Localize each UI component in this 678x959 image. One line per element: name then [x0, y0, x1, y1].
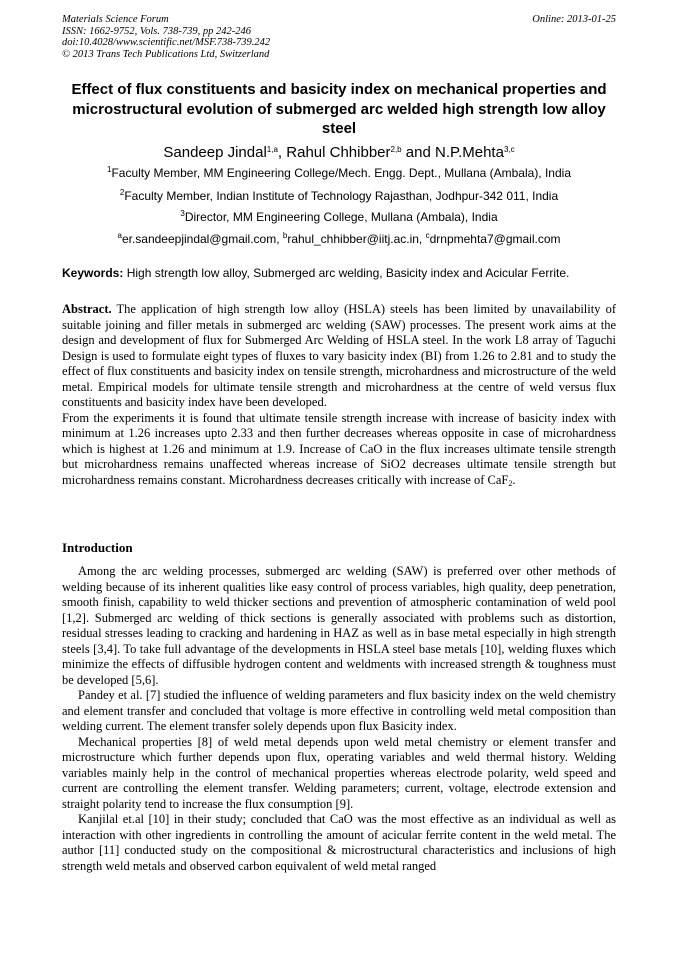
abstract-label: Abstract.	[62, 302, 112, 316]
affiliation-text: Director, MM Engineering College, Mullana (Ambala), India	[184, 210, 498, 224]
affiliation-marker: 2	[119, 188, 125, 197]
abstract-text: The application of high strength low alloy (HSLA) steels has been limited by unavailability of suitable joining and filler metals in submerged arc welding (SAW) processes. The present work aims at the design and development of flux for Submerged Arc Welding of HSLA steel. In the work L8 array of Taguchi Design is used to formulate eight types of fluxes to vary basicity index (BI) from 1.26 to 2.81 and to study the effect of flux constituents and basicity index on tensile strength, microhardness and microstructure of the weld metal. Empirical models for ultimate tensile strength and microhardness at the centre of weld versus flux constituents and basicity index have been developed.	[62, 302, 616, 409]
section-heading: Introduction	[62, 540, 133, 555]
abstract-text: From the experiments it is found that ultimate tensile strength increase with increase of basicity index with minimum at 1.26 increases upto 2.33 and then further decreases whereas opposite in case of microhardness which is highest at 1.26 and minimum at 1.9. Increase of CaO in the flux increases ultimate tensile strength but microhardness remains unaffected whereas increase of SiO2 decreases ultimate tensile strength but microhardness remains constant. Microhardness decreases critically with increase of CaF	[62, 410, 616, 487]
author-name: N.P.Mehta	[435, 144, 504, 161]
keywords-label: Keywords:	[62, 266, 124, 280]
abstract-paragraph	[62, 302, 616, 411]
body-paragraph: Pandey et al. [7] studied the influence of welding parameters and flux basicity index on the weld chemistry and element transfer and concluded that voltage is more effective in controlling weld metal composition than welding current. The element transfer solely depends upon flux Basicity index.	[62, 688, 616, 733]
affiliation-1	[60, 166, 618, 181]
author-separator: ,	[277, 144, 287, 161]
doi-line: doi:10.4028/www.scientific.net/MSF.738-739.242	[62, 37, 271, 48]
email-address: drnpmehta7@gmail.com	[429, 232, 561, 246]
body-paragraph: Mechanical properties [8] of weld metal depends upon weld metal chemistry or element transfer and microstructure which further depends upon flux, operating variables and weld thermal history. Welding variables mainly help in the control of mechanical properties whereas electrode polarity, weld speed and current are controlling the element transfer. Welding parameters; current, voltage, electrode extension and straight polarity tend to increase the flux consumption [9].	[62, 734, 616, 811]
journal-name: Materials Science Forum	[62, 14, 169, 25]
affiliation-text: Faculty Member, MM Engineering College/Mech. Engg. Dept., Mullana (Ambala), India	[111, 166, 571, 180]
email-address: er.sandeepjindal@gmail.com,	[121, 232, 283, 246]
abstract-paragraph	[62, 411, 616, 489]
body-paragraph: Kanjilal et.al [10] in their study; concluded that CaO was the most effective as an individual as well as interaction with other ingredients in controlling the amount of acicular ferrite content in the weld metal. The author [11] conducted study on the compositional & microstructural characteristics and inclusions of high strength weld metals and observed carbon equivalent of weld metal ranged	[62, 812, 616, 873]
author-marker: 3,c	[503, 145, 515, 154]
introduction-body	[62, 564, 616, 874]
email-marker: c	[425, 231, 430, 240]
affiliation-3	[60, 210, 618, 225]
body-paragraph: Among the arc welding processes, submerged arc welding (SAW) is preferred over other methods of welding because of its inherent qualities like easy control of process variables, high quality, deep penetration, smooth finish, capability to weld thicker sections and prevention of atmospheric contamination of weld pool [1,2]. Submerged arc welding of thick sections is generally associated with problems such as distortion, residual stresses leading to cracking and hardening in HAZ as well as in base metal especially in high strength steels [3,4]. To take full advantage of the developments in HSLA steel base metals [10], welding fluxes which minimize the effects of diffusible hydrogen content and weldments with increased strength & toughness must be developed [5,6].	[62, 564, 616, 687]
affiliation-marker: 1	[107, 165, 112, 174]
copyright-line: © 2013 Trans Tech Publications Ltd, Switzerland	[62, 48, 270, 60]
email-address: rahul_chhibber@iitj.ac.in,	[287, 232, 426, 246]
abstract-text: .	[512, 472, 516, 487]
keywords	[62, 266, 616, 281]
journal-header	[62, 14, 616, 60]
email-line	[60, 232, 618, 247]
affiliation-2	[60, 189, 618, 204]
abstract	[62, 302, 616, 488]
author-marker: 1,a	[266, 145, 278, 154]
email-marker: a	[117, 231, 122, 240]
affiliation-text: Faculty Member, Indian Institute of Technology Rajasthan, Jodhpur-342 011, India	[124, 189, 559, 203]
paper-title: Effect of flux constituents and basicity index on mechanical properties and microstructural evolution of submerged arc welded high strength low alloy steel	[71, 81, 607, 137]
author-name: Sandeep Jindal	[163, 144, 267, 161]
author-name: Rahul Chhibber	[286, 144, 391, 161]
author-separator: and	[401, 144, 435, 161]
issn-line: ISSN: 1662-9752, Vols. 738-739, pp 242-246	[62, 25, 251, 37]
author-marker: 2,b	[390, 145, 402, 154]
subscript: 2	[508, 478, 513, 488]
online-date: Online: 2013-01-25	[532, 14, 616, 25]
keywords-text: High strength low alloy, Submerged arc welding, Basicity index and Acicular Ferrite.	[123, 266, 570, 280]
author-list	[60, 144, 618, 162]
email-marker: b	[282, 231, 288, 240]
affiliation-marker: 3	[180, 209, 185, 218]
